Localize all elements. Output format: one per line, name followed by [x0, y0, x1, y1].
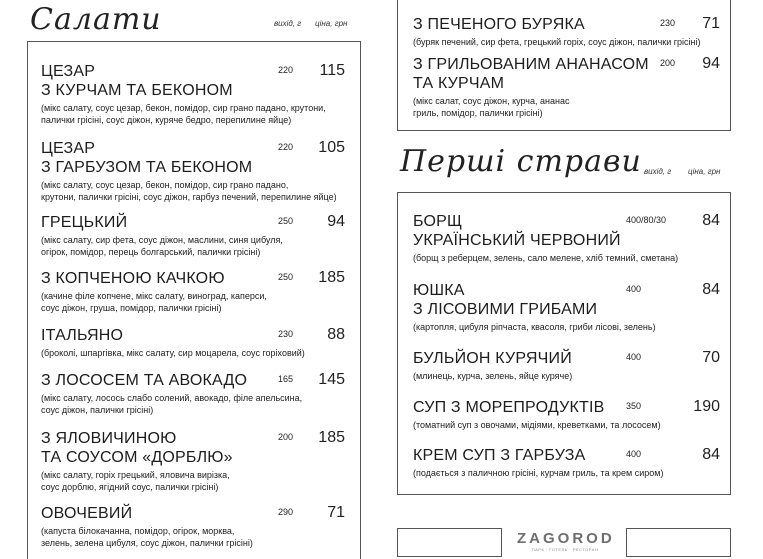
- menu-item: [413, 15, 720, 48]
- menu-item: [413, 349, 720, 382]
- menu-item-description: [41, 234, 345, 258]
- menu-item-description: [413, 419, 720, 431]
- menu-item-name: [413, 212, 720, 250]
- menu-item-price: 71: [327, 504, 345, 521]
- menu-item-name: [41, 371, 345, 390]
- menu-item-weight: 200: [660, 58, 676, 68]
- menu-item-description-line: соус діжон, груша, помідор, палички грісіні): [41, 303, 222, 313]
- menu-item-price: 84: [702, 212, 720, 229]
- menu-item-description-line: гриль, помідор, палички грісіні): [413, 108, 543, 118]
- menu-item-name-line: БУЛЬЙОН КУРЯЧИЙ: [413, 350, 572, 367]
- menu-item-weight: 165: [278, 374, 294, 384]
- menu-item-name-line: З ГАРБУЗОМ ТА БЕКОНОМ: [41, 159, 253, 176]
- menu-item-name-line: З ЛОСОСЕМ ТА АВОКАДО: [41, 372, 248, 389]
- menu-item-name: [41, 269, 345, 288]
- menu-item-name-line: ІТАЛЬЯНО: [41, 327, 124, 344]
- menu-item-price: 115: [319, 62, 345, 79]
- menu-item-weight: 290: [278, 507, 294, 517]
- menu-item-price: 70: [702, 349, 720, 366]
- menu-item-price: 145: [318, 371, 345, 388]
- menu-item-name-line: КРЕМ СУП З ГАРБУЗА: [413, 447, 586, 464]
- menu-item: [41, 326, 345, 359]
- footer-box-left: [397, 528, 502, 557]
- menu-item-name: [413, 349, 720, 368]
- menu-item-name-line: ОВОЧЕВИЙ: [41, 505, 133, 522]
- menu-item-name-line: СУП З МОРЕПРОДУКТІВ: [413, 399, 605, 416]
- menu-item-description: [41, 102, 345, 126]
- menu-item-weight: 400: [626, 284, 642, 294]
- menu-item-description-line: зелень, зелена цибуля, соус діжон, палички грісіні): [41, 538, 253, 548]
- menu-item-name-line: З КОПЧЕНОЮ КАЧКОЮ: [41, 270, 225, 287]
- menu-item-weight: 230: [278, 329, 294, 339]
- menu-item-name: [413, 398, 720, 417]
- menu-item-description-line: (буряк печений, сир фета, грецький горіх, соус діжон, палички грісіні): [413, 37, 701, 47]
- logo-brand: ZAGOROD: [517, 530, 615, 547]
- menu-item-description-line: крутони, палички грісіні, соус діжон, гарбуз печений, перепилине яйце): [41, 192, 337, 202]
- menu-item-description-line: (подається з паличною грісіні, курчам гриль, та крем сиром): [413, 468, 664, 478]
- menu-item-description-line: (мікс салату, соус цезар, бекон, помідор, сир грано падано, крутони,: [41, 103, 326, 113]
- menu-item-price: 190: [693, 398, 720, 415]
- menu-item: [413, 212, 720, 264]
- menu-item-description: [41, 179, 345, 203]
- menu-item: [41, 139, 345, 203]
- menu-item: [41, 269, 345, 314]
- soups-weight-header: вихід, г: [644, 167, 672, 176]
- menu-item-weight: 250: [278, 272, 294, 282]
- menu-item-description-line: (мікс салату, лосось слабо солений, авокадо, філе апельсина,: [41, 393, 303, 403]
- menu-item-description: [413, 95, 720, 119]
- menu-item-description: [413, 36, 720, 48]
- menu-item-name: [41, 504, 345, 523]
- menu-item: [41, 213, 345, 258]
- menu-item-weight: 200: [278, 432, 294, 442]
- menu-item-description: [413, 370, 720, 382]
- menu-item-price: 88: [327, 326, 345, 343]
- menu-item: [413, 446, 720, 479]
- salads-title: Салати: [30, 2, 162, 37]
- menu-item-description-line: (картопля, цибуля ріпчаста, квасоля, гриби лісові, зелень): [413, 322, 656, 332]
- menu-item-name-line: З КУРЧАМ ТА БЕКОНОМ: [41, 82, 233, 99]
- menu-item-weight: 230: [660, 18, 676, 28]
- menu-item-description: [413, 321, 720, 333]
- menu-item: [41, 62, 345, 126]
- menu-item-description: [413, 252, 720, 264]
- menu-item-description-line: соус дорблю, ягідний соус, палички грісіні): [41, 482, 219, 492]
- menu-item-name: [41, 429, 345, 467]
- menu-item-description: [41, 347, 345, 359]
- menu-item-price: 94: [327, 213, 345, 230]
- menu-item-name-line: ГРЕЦЬКИЙ: [41, 214, 128, 231]
- salads-weight-header: вихід, г: [274, 19, 302, 28]
- menu-item-description-line: палички грісіні, соус діжон, куряче бедро, перепилине яйце): [41, 115, 292, 125]
- menu-item-name: [41, 213, 345, 232]
- menu-item-name: [41, 139, 345, 177]
- menu-item: [41, 504, 345, 549]
- menu-item-name-line: З ЛІСОВИМИ ГРИБАМИ: [413, 301, 598, 318]
- menu-item-weight: 220: [278, 142, 294, 152]
- menu-item-description-line: (борщ з реберцем, зелень, сало мелене, хліб темний, сметана): [413, 253, 679, 263]
- footer-box-right: [626, 528, 731, 557]
- menu-item-price: 185: [318, 429, 345, 446]
- menu-item-name: [413, 281, 720, 319]
- menu-item: [413, 55, 720, 119]
- menu-item-description-line: (мікс салат, соус діжон, курча, ананас: [413, 96, 570, 106]
- menu-item-description: [41, 392, 345, 416]
- menu-item: [413, 281, 720, 333]
- salads-price-header: ціна, грн: [315, 19, 348, 28]
- menu-item-description-line: (капуста білокачанна, помідор, огірок, морква,: [41, 526, 235, 536]
- menu-item-description: [41, 290, 345, 314]
- menu-item-description-line: (мікс салату, горіх грецький, яловича вирізка,: [41, 470, 230, 480]
- menu-item-name: [41, 62, 345, 100]
- menu-item-price: 105: [318, 139, 345, 156]
- menu-item-price: 185: [318, 269, 345, 286]
- menu-item-name-line: БОРЩ: [413, 213, 463, 230]
- menu-item-name-line: ТА СОУСОМ «ДОРБЛЮ»: [41, 449, 233, 466]
- menu-item-name: [41, 326, 345, 345]
- soups-price-header: ціна, грн: [688, 167, 721, 176]
- menu-item-name-line: УКРАЇНСЬКИЙ ЧЕРВОНИЙ: [413, 232, 621, 249]
- menu-item-name-line: ТА КУРЧАМ: [413, 75, 505, 92]
- menu-item-name: [413, 446, 720, 465]
- logo-tagline: ПАРК · ГОТЕЛЬ · РЕСТОРАН: [531, 547, 599, 552]
- menu-item-description-line: соус діжон, палички грісіні): [41, 405, 154, 415]
- menu-item-price: 84: [702, 281, 720, 298]
- menu-item-description-line: (качине філе копчене, мікс салату, виноград, каперси,: [41, 291, 267, 301]
- menu-item-price: 94: [702, 55, 720, 72]
- menu-item-name-line: ЦЕЗАР: [41, 63, 96, 80]
- menu-item-description-line: (броколі, шпаргівка, мікс салату, сир моцарела, соус горіховий): [41, 348, 305, 358]
- menu-item-description-line: (томатний суп з овочами, мідіями, креветками, та лососем): [413, 420, 661, 430]
- menu-item: [41, 371, 345, 416]
- menu-item: [41, 429, 345, 493]
- menu-item-price: 71: [702, 15, 720, 32]
- soups-title: Перші страви: [400, 144, 642, 179]
- menu-item-weight: 250: [278, 216, 294, 226]
- menu-item-weight: 400: [626, 449, 642, 459]
- menu-item-name-line: ЮШКА: [413, 282, 465, 299]
- menu-item-name-line: З ГРИЛЬОВАНИМ АНАНАСОМ: [413, 56, 649, 73]
- menu-item-description-line: (млинець, курча, зелень, яйце куряче): [413, 371, 573, 381]
- menu-item-description: [413, 467, 720, 479]
- menu-item-description: [41, 469, 345, 493]
- menu-item-price: 84: [702, 446, 720, 463]
- menu-item-name-line: ЦЕЗАР: [41, 140, 96, 157]
- menu-item-weight: 350: [626, 401, 642, 411]
- menu-item: [413, 398, 720, 431]
- menu-item-weight: 220: [278, 65, 294, 75]
- menu-item-name-line: З ПЕЧЕНОГО БУРЯКА: [413, 16, 585, 33]
- menu-item-weight: 400: [626, 352, 642, 362]
- menu-item-description-line: огірок, помідор, перець болгарський, палички грісіні): [41, 247, 261, 257]
- zagorod-logo: [517, 530, 613, 552]
- menu-item-description: [41, 525, 345, 549]
- menu-item-name-line: З ЯЛОВИЧИНОЮ: [41, 430, 177, 447]
- menu-item-description-line: (мікс салату, соус цезар, бекон, помідор, сир грано падано,: [41, 180, 289, 190]
- menu-item-description-line: (мікс салату, сир фета, соус діжон, маслини, синя цибуля,: [41, 235, 283, 245]
- menu-item-weight: 400/80/30: [626, 215, 667, 225]
